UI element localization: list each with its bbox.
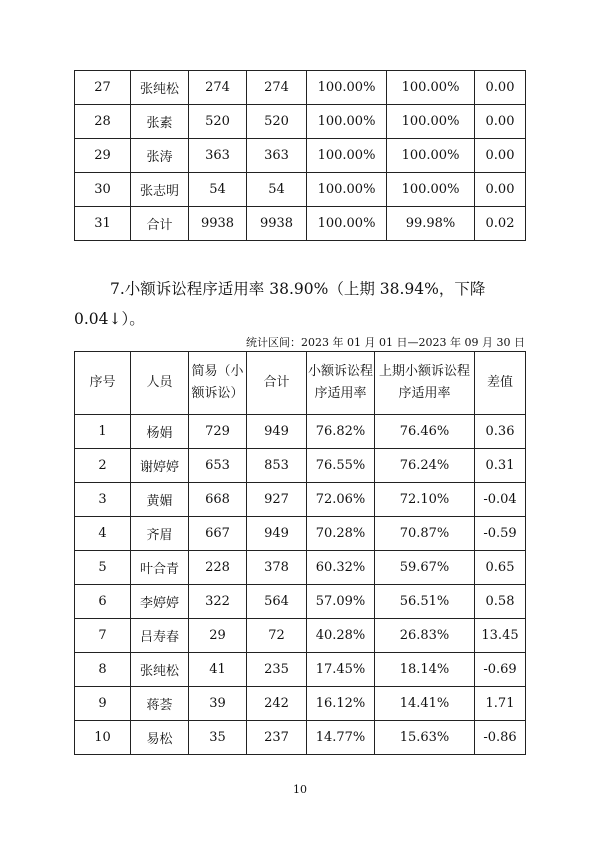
cell-prev-rate: 100.00% [387, 71, 475, 105]
table-row [75, 721, 526, 755]
table-row [75, 483, 526, 517]
cell-index: 1 [75, 415, 131, 449]
cell-diff: -0.86 [475, 721, 526, 755]
cell-person: 吕寿春 [131, 619, 189, 653]
cell-index: 27 [75, 71, 131, 105]
cell-diff: -0.04 [475, 483, 526, 517]
cell-person: 易松 [131, 721, 189, 755]
cell-rate: 16.12% [307, 687, 375, 721]
cell-index: 8 [75, 653, 131, 687]
cell-diff: 0.58 [475, 585, 526, 619]
cell-simple: 274 [189, 71, 247, 105]
cell-rate: 40.28% [307, 619, 375, 653]
cell-simple: 322 [189, 585, 247, 619]
table-row [75, 207, 526, 241]
cell-index: 3 [75, 483, 131, 517]
cell-person: 张志明 [131, 173, 189, 207]
cell-simple: 35 [189, 721, 247, 755]
header-index: 序号 [75, 352, 131, 415]
cell-prev-rate: 70.87% [375, 517, 475, 551]
cell-diff: 1.71 [475, 687, 526, 721]
header-prev-rate: 上期小额诉讼程序适用率 [375, 352, 475, 415]
cell-simple: 667 [189, 517, 247, 551]
cell-diff: 0.65 [475, 551, 526, 585]
cell-rate: 60.32% [307, 551, 375, 585]
cell-rate: 100.00% [307, 173, 387, 207]
cell-total: 274 [247, 71, 307, 105]
cell-index: 4 [75, 517, 131, 551]
cell-total: 235 [247, 653, 307, 687]
cell-rate: 100.00% [307, 105, 387, 139]
cell-total: 927 [247, 483, 307, 517]
cell-diff: 0.00 [475, 173, 526, 207]
cell-person: 合计 [131, 207, 189, 241]
cell-simple: 29 [189, 619, 247, 653]
cell-diff: 0.02 [475, 207, 526, 241]
page-number: 10 [293, 783, 307, 796]
cell-total: 9938 [247, 207, 307, 241]
cell-rate: 100.00% [307, 207, 387, 241]
cell-prev-rate: 100.00% [387, 105, 475, 139]
cell-rate: 76.55% [307, 449, 375, 483]
cell-total: 72 [247, 619, 307, 653]
table-row [75, 105, 526, 139]
cell-simple: 363 [189, 139, 247, 173]
cell-rate: 100.00% [307, 139, 387, 173]
cell-simple: 520 [189, 105, 247, 139]
cell-person: 张纯松 [131, 71, 189, 105]
cell-total: 242 [247, 687, 307, 721]
cell-prev-rate: 76.46% [375, 415, 475, 449]
cell-diff: 0.00 [475, 139, 526, 173]
table-row [75, 139, 526, 173]
cell-simple: 9938 [189, 207, 247, 241]
cell-simple: 729 [189, 415, 247, 449]
cell-index: 29 [75, 139, 131, 173]
table-row [75, 415, 526, 449]
cell-index: 7 [75, 619, 131, 653]
cell-person: 蒋荟 [131, 687, 189, 721]
header-person: 人员 [131, 352, 189, 415]
cell-total: 378 [247, 551, 307, 585]
cell-diff: 0.31 [475, 449, 526, 483]
table-header-row [75, 352, 526, 415]
cell-diff: -0.69 [475, 653, 526, 687]
cell-diff: 0.00 [475, 71, 526, 105]
cell-rate: 17.45% [307, 653, 375, 687]
table-row [75, 653, 526, 687]
cell-prev-rate: 76.24% [375, 449, 475, 483]
cell-rate: 72.06% [307, 483, 375, 517]
cell-person: 李婷婷 [131, 585, 189, 619]
cell-person: 齐眉 [131, 517, 189, 551]
table-row [75, 449, 526, 483]
cell-simple: 653 [189, 449, 247, 483]
table-row [75, 585, 526, 619]
cell-prev-rate: 59.67% [375, 551, 475, 585]
cell-simple: 41 [189, 653, 247, 687]
table-row [75, 551, 526, 585]
cell-index: 9 [75, 687, 131, 721]
table-main [74, 351, 526, 755]
cell-total: 520 [247, 105, 307, 139]
table-top [74, 70, 526, 241]
cell-person: 叶合青 [131, 551, 189, 585]
header-rate: 小额诉讼程序适用率 [307, 352, 375, 415]
cell-prev-rate: 72.10% [375, 483, 475, 517]
table-row [75, 619, 526, 653]
cell-total: 363 [247, 139, 307, 173]
cell-rate: 70.28% [307, 517, 375, 551]
section-heading [74, 274, 526, 334]
cell-index: 28 [75, 105, 131, 139]
cell-person: 杨娟 [131, 415, 189, 449]
cell-simple: 228 [189, 551, 247, 585]
table-row [75, 687, 526, 721]
table-row [75, 173, 526, 207]
cell-rate: 100.00% [307, 71, 387, 105]
cell-rate: 14.77% [307, 721, 375, 755]
section-heading-text: 7.小额诉讼程序适用率 38.90%（上期 38.94%，下降 0.04↓）。 [74, 280, 486, 328]
cell-simple: 39 [189, 687, 247, 721]
cell-total: 853 [247, 449, 307, 483]
table-row [75, 517, 526, 551]
header-simple: 简易（小额诉讼） [189, 352, 247, 415]
cell-total: 949 [247, 517, 307, 551]
cell-index: 2 [75, 449, 131, 483]
cell-index: 30 [75, 173, 131, 207]
cell-simple: 54 [189, 173, 247, 207]
cell-rate: 76.82% [307, 415, 375, 449]
cell-index: 10 [75, 721, 131, 755]
cell-total: 564 [247, 585, 307, 619]
cell-prev-rate: 99.98% [387, 207, 475, 241]
cell-prev-rate: 14.41% [375, 687, 475, 721]
cell-prev-rate: 26.83% [375, 619, 475, 653]
cell-person: 张素 [131, 105, 189, 139]
cell-person: 谢婷婷 [131, 449, 189, 483]
header-diff: 差值 [475, 352, 526, 415]
cell-total: 54 [247, 173, 307, 207]
cell-index: 6 [75, 585, 131, 619]
cell-prev-rate: 15.63% [375, 721, 475, 755]
cell-rate: 57.09% [307, 585, 375, 619]
cell-prev-rate: 100.00% [387, 139, 475, 173]
cell-diff: 0.36 [475, 415, 526, 449]
cell-person: 黄媚 [131, 483, 189, 517]
header-total: 合计 [247, 352, 307, 415]
cell-index: 5 [75, 551, 131, 585]
cell-diff: -0.59 [475, 517, 526, 551]
cell-diff: 0.00 [475, 105, 526, 139]
cell-person: 张纯松 [131, 653, 189, 687]
table-row [75, 71, 526, 105]
cell-prev-rate: 18.14% [375, 653, 475, 687]
cell-prev-rate: 56.51% [375, 585, 475, 619]
cell-total: 949 [247, 415, 307, 449]
cell-diff: 13.45 [475, 619, 526, 653]
cell-simple: 668 [189, 483, 247, 517]
cell-index: 31 [75, 207, 131, 241]
cell-prev-rate: 100.00% [387, 173, 475, 207]
cell-person: 张涛 [131, 139, 189, 173]
cell-total: 237 [247, 721, 307, 755]
stat-range: 统计区间：2023 年 01 月 01 日—2023 年 09 月 30 日 [246, 336, 525, 349]
